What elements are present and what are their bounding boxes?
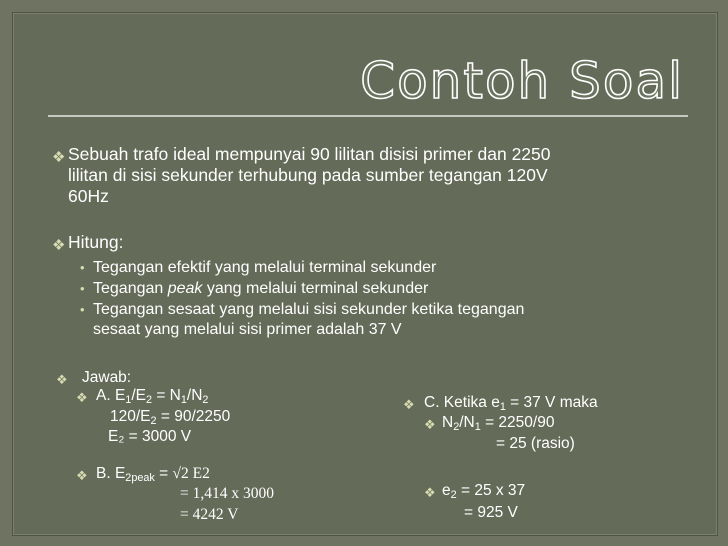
answer-b-line-2: = 1,414 x 3000: [180, 485, 274, 502]
sub-bullet-icon: ❖: [424, 417, 436, 432]
sub-bullet-icon: •: [80, 302, 85, 317]
answer-a-line-2: $120/E_2 = 90/2250$: [110, 408, 231, 427]
sub-bullet-icon: ❖: [76, 390, 88, 405]
bullet-icon: ❖: [56, 372, 68, 387]
sub-bullet-icon: ❖: [424, 485, 436, 500]
answer-b-line-3: = 4242 V: [180, 506, 239, 523]
problem-line-2: lilitan di sisi sekunder terhubung pada sumber tegangan 120V: [68, 165, 548, 185]
answer-a-line-3: E₂ = 3000 V: [108, 428, 192, 445]
problem-line-3: 60Hz: [68, 186, 109, 206]
answer-c-ratio-line-2: = 25 (rasio): [496, 435, 575, 452]
sub-bullet-icon: •: [80, 260, 85, 275]
answer-a-line-1: A. $E_1/E_2 = N_1/N_2$: [96, 387, 209, 406]
sub-bullet-icon: ❖: [76, 468, 88, 483]
hitung-item-3-line-2: sesaat yang melalui sisi primer adalah 37 V: [93, 321, 402, 338]
hitung-label: Hitung:: [68, 232, 124, 252]
answer-b-line-1: B. $E_{2peak} = √2$ E2: [96, 465, 210, 484]
answer-c-result-line-2: = 925 V: [464, 504, 518, 521]
title-divider: [48, 115, 688, 117]
jawab-label: Jawab:: [82, 369, 132, 386]
problem-line-1: Sebuah trafo ideal mempunyai 90 lilitan disisi primer dan 2250: [68, 144, 551, 164]
sub-bullet-icon: •: [80, 281, 85, 296]
hitung-item-1: Tegangan efektif yang melalui terminal sekunder: [93, 259, 437, 276]
answer-c-line-1: C. Ketika $e_1 = 37$ V maka: [424, 394, 598, 413]
hitung-item-2: Tegangan peak yang melalui terminal sekunder: [93, 280, 429, 297]
hitung-item-3-line-1: Tegangan sesaat yang melalui sisi sekunder ketika tegangan: [93, 301, 525, 318]
answer-c-ratio-line-1: $N_2/N_1 = 2250/90$: [442, 414, 555, 433]
bullet-icon: ❖: [52, 149, 66, 166]
answer-c-result-line-1: $e_2 = 25$ x 37: [442, 482, 526, 501]
bullet-icon: ❖: [403, 397, 415, 412]
bullet-icon: ❖: [52, 237, 66, 254]
slide-title: Contoh Soal: [360, 52, 684, 110]
